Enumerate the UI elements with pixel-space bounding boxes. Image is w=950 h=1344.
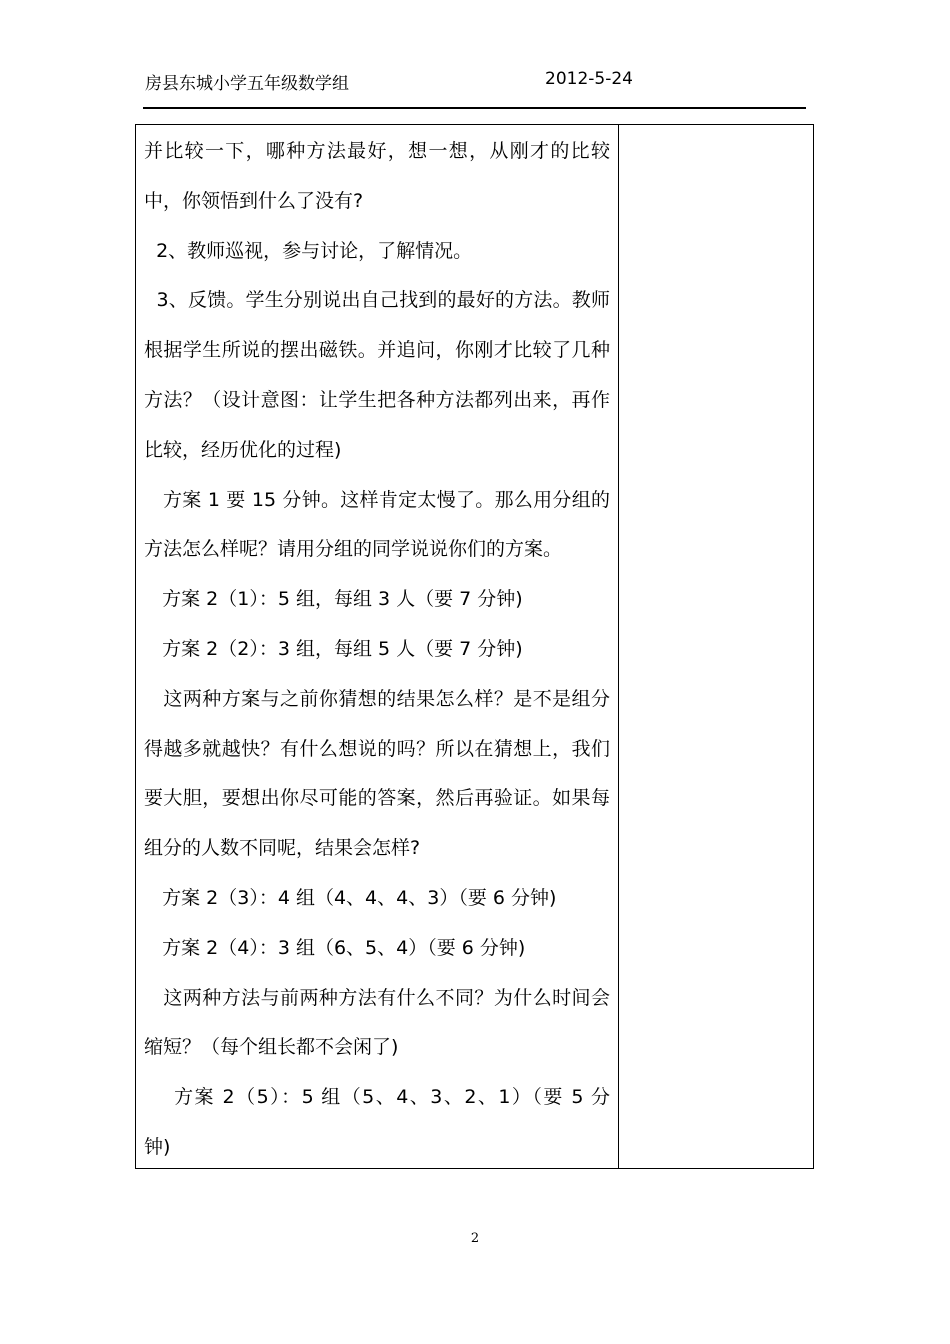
content-line: 方案 1 要 15 分钟。这样肯定太慢了。那么用分组的 [144,488,610,511]
content-line: 中，你领悟到什么了没有? [144,189,364,212]
content-line: 缩短？（每个组长都不会闲了) [144,1036,399,1059]
content-line: 组分的人数不同呢，结果会怎样? [144,837,421,860]
content-line: 要大胆，要想出你尽可能的答案，然后再验证。如果每 [144,787,610,810]
content-line: 比较，经历优化的过程) [144,438,342,461]
notes-cell [619,125,813,1168]
content-line: 得越多就越快？有什么想说的吗？所以在猜想上，我们 [144,737,610,760]
content-line: 根据学生所说的摆出磁铁。并追问，你刚才比较了几种 [144,339,610,362]
content-line: 这两种方案与之前你猜想的结果怎么样？是不是组分 [144,687,610,710]
header-school-group: 房县东城小学五年级数学组 [145,74,349,94]
content-line: 钟) [144,1135,171,1158]
content-line: 这两种方法与前两种方法有什么不同？为什么时间会 [144,986,610,1009]
content-line: 2、教师巡视，参与讨论，了解情况。 [144,239,473,262]
content-line: 3、反馈。学生分别说出自己找到的最好的方法。教师 [144,289,610,312]
content-line: 方法？（设计意图：让学生把各种方法都列出来，再作 [144,388,610,411]
header-date: 2012-5-24 [545,69,633,89]
content-line: 并比较一下，哪种方法最好，想一想，从刚才的比较 [144,140,610,162]
content-line: 方案 2（1）：5 组，每组 3 人（要 7 分钟) [144,588,523,611]
content-line: 方法怎么样呢？请用分组的同学说说你们的方案。 [144,538,563,561]
page-number: 2 [470,1231,480,1246]
content-line: 方案 2（3）：4 组（4、4、4、3）（要 6 分钟) [144,886,557,909]
content-line: 方案 2（5）：5 组（5、4、3、2、1）（要 5 分 [144,1086,610,1109]
content-line: 方案 2（2）：3 组，每组 5 人（要 7 分钟) [144,637,523,660]
lesson-content-cell [144,127,610,1173]
lesson-plan-table [135,124,814,1169]
content-line: 方案 2（4）：3 组（6、5、4）（要 6 分钟) [144,936,526,959]
header-divider [143,107,806,109]
